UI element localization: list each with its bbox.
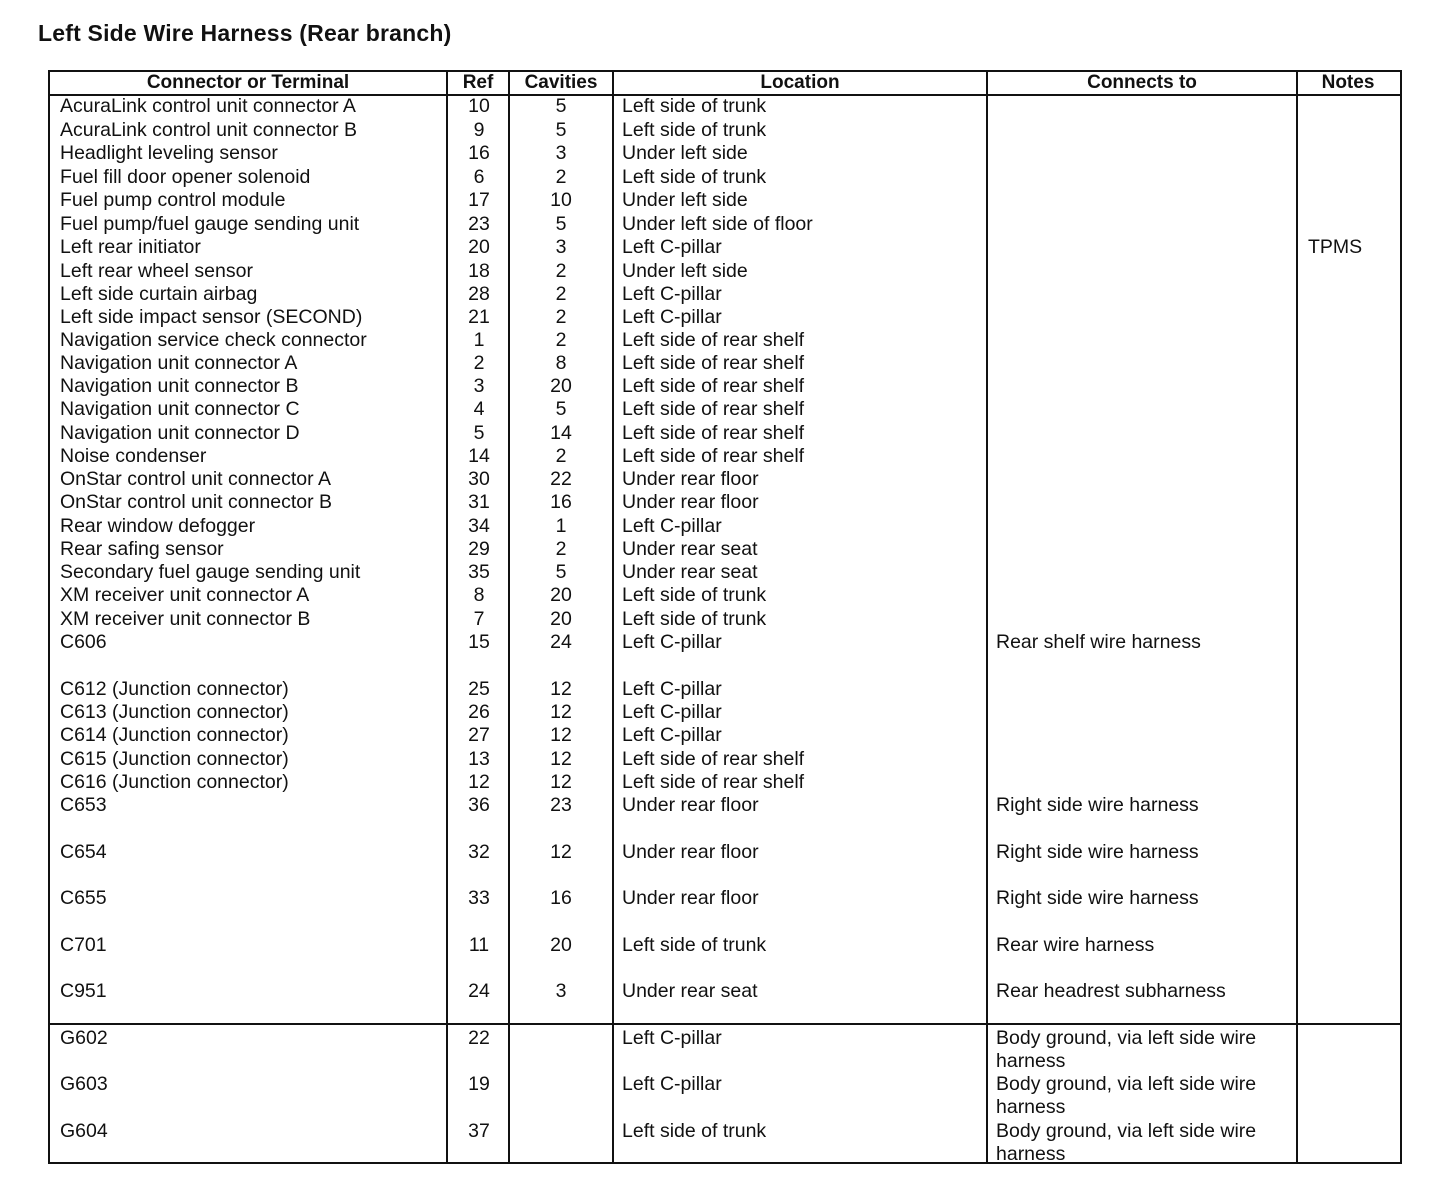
connector-name: XM receiver unit connector A: [60, 584, 310, 606]
ref-number: 26: [468, 701, 490, 723]
ref-number: 22: [468, 1027, 490, 1049]
location: Under rear floor: [622, 468, 759, 490]
connector-name: C653: [60, 794, 107, 816]
cavity-count: 20: [550, 934, 572, 956]
cavity-count: 24: [550, 631, 572, 653]
cavity-count: 12: [550, 841, 572, 863]
location: Left side of trunk: [622, 166, 767, 188]
cavity-count: 20: [550, 584, 572, 606]
ref-number: 16: [468, 142, 490, 164]
cavity-count: 22: [550, 468, 572, 490]
connector-name: Left side impact sensor (SECOND): [60, 306, 363, 328]
connector-name: Fuel pump control module: [60, 189, 286, 211]
ref-number: 28: [468, 283, 490, 305]
connector-name: OnStar control unit connector A: [60, 468, 331, 490]
cavity-count: 12: [550, 724, 572, 746]
location: Under left side of floor: [622, 213, 813, 235]
location: Left side of trunk: [622, 119, 767, 141]
connects-to: Body ground, via left side wire harness: [996, 1073, 1257, 1118]
connector-name: C951: [60, 980, 107, 1002]
ref-number: 7: [473, 608, 485, 630]
location: Left C-pillar: [622, 678, 722, 700]
connector-name: C701: [60, 934, 107, 956]
ref-number: 10: [468, 95, 490, 117]
connector-name: C615 (Junction connector): [60, 748, 289, 770]
connector-name: C606: [60, 631, 107, 653]
cavity-count: 3: [555, 236, 567, 258]
cavity-count: 3: [555, 142, 567, 164]
ref-number: 9: [473, 119, 485, 141]
connector-name: C613 (Junction connector): [60, 701, 289, 723]
connector-name: Left side curtain airbag: [60, 283, 258, 305]
ref-number: 37: [468, 1120, 490, 1142]
cavity-count: 2: [555, 283, 567, 305]
location: Under rear floor: [622, 794, 759, 816]
connector-name: Headlight leveling sensor: [60, 142, 278, 164]
ref-number: 11: [468, 934, 490, 956]
cavity-count: 5: [555, 213, 567, 235]
column-divider: [612, 72, 614, 1162]
connects-to: Body ground, via left side wire harness: [996, 1027, 1257, 1072]
connector-name: AcuraLink control unit connector B: [60, 119, 357, 141]
cavity-count: 2: [555, 306, 567, 328]
connector-name: G603: [60, 1073, 108, 1095]
connects-to: Right side wire harness: [996, 794, 1199, 816]
connects-to: Right side wire harness: [996, 841, 1199, 863]
location: Left C-pillar: [622, 701, 722, 723]
cavity-count: 23: [550, 794, 572, 816]
connector-name: Fuel fill door opener solenoid: [60, 166, 311, 188]
connector-name: C655: [60, 887, 107, 909]
connector-name: Navigation unit connector C: [60, 398, 300, 420]
ref-number: 24: [468, 980, 490, 1002]
connector-name: Noise condenser: [60, 445, 207, 467]
connector-name: Navigation unit connector D: [60, 422, 300, 444]
ref-number: 2: [473, 352, 485, 374]
ref-number: 5: [473, 422, 485, 444]
connector-name: G604: [60, 1120, 108, 1142]
header-cavities: Cavities: [524, 72, 598, 93]
location: Under rear seat: [622, 980, 758, 1002]
location: Left side of rear shelf: [622, 422, 805, 444]
cavity-count: 1: [555, 515, 567, 537]
header-connector: Connector or Terminal: [146, 72, 350, 93]
cavity-count: 2: [555, 329, 567, 351]
location: Left side of trunk: [622, 608, 767, 630]
location: Left side of rear shelf: [622, 771, 805, 793]
column-divider: [1296, 72, 1298, 1162]
ref-number: 14: [468, 445, 490, 467]
ref-number: 35: [468, 561, 490, 583]
location: Left side of rear shelf: [622, 748, 805, 770]
cavity-count: 12: [550, 678, 572, 700]
location: Left C-pillar: [622, 1027, 722, 1049]
connector-name: Navigation unit connector A: [60, 352, 298, 374]
ref-number: 30: [468, 468, 490, 490]
header-notes: Notes: [1321, 72, 1375, 93]
location: Left C-pillar: [622, 631, 722, 653]
location: Left side of trunk: [622, 934, 767, 956]
ref-number: 18: [468, 260, 490, 282]
ref-number: 19: [468, 1073, 490, 1095]
location: Under left side: [622, 189, 748, 211]
ground-section-divider: [50, 1023, 1400, 1025]
location: Under rear floor: [622, 491, 759, 513]
cavity-count: 12: [550, 701, 572, 723]
ref-number: 13: [468, 748, 490, 770]
connector-name: XM receiver unit connector B: [60, 608, 311, 630]
location: Under left side: [622, 142, 748, 164]
ref-number: 4: [473, 398, 485, 420]
connector-name: C654: [60, 841, 107, 863]
ref-number: 23: [468, 213, 490, 235]
cavity-count: 12: [550, 748, 572, 770]
page-title: Left Side Wire Harness (Rear branch): [38, 20, 452, 46]
ref-number: 25: [468, 678, 490, 700]
connector-name: C616 (Junction connector): [60, 771, 289, 793]
connector-name: C612 (Junction connector): [60, 678, 289, 700]
ref-number: 32: [468, 841, 490, 863]
ref-number: 17: [468, 189, 490, 211]
location: Left side of trunk: [622, 95, 767, 117]
header-location: Location: [760, 72, 840, 93]
location: Left side of trunk: [622, 584, 767, 606]
location: Under rear seat: [622, 561, 758, 583]
connector-name: Fuel pump/fuel gauge sending unit: [60, 213, 360, 235]
ref-number: 29: [468, 538, 490, 560]
ref-number: 3: [473, 375, 485, 397]
header-ref: Ref: [462, 72, 494, 93]
cavity-count: 5: [555, 398, 567, 420]
location: Left C-pillar: [622, 236, 722, 258]
cavity-count: 2: [555, 166, 567, 188]
cavity-count: 5: [555, 119, 567, 141]
cavity-count: 10: [550, 189, 572, 211]
connects-to: Rear shelf wire harness: [996, 631, 1201, 653]
connector-name: Left rear wheel sensor: [60, 260, 253, 282]
connector-name: AcuraLink control unit connector A: [60, 95, 356, 117]
location: Left C-pillar: [622, 515, 722, 537]
harness-table: [48, 70, 1402, 1164]
cavity-count: 2: [555, 260, 567, 282]
ref-number: 33: [468, 887, 490, 909]
connector-name: OnStar control unit connector B: [60, 491, 333, 513]
cavity-count: 12: [550, 771, 572, 793]
ref-number: 31: [468, 491, 490, 513]
ref-number: 12: [468, 771, 490, 793]
connector-name: Secondary fuel gauge sending unit: [60, 561, 361, 583]
location: Left side of trunk: [622, 1120, 767, 1142]
location: Left side of rear shelf: [622, 445, 805, 467]
connects-to: Rear wire harness: [996, 934, 1155, 956]
location: Left C-pillar: [622, 306, 722, 328]
location: Under left side: [622, 260, 748, 282]
location: Under rear floor: [622, 887, 759, 909]
ref-number: 27: [468, 724, 490, 746]
note: TPMS: [1308, 236, 1363, 258]
ref-number: 34: [468, 515, 490, 537]
cavity-count: 2: [555, 445, 567, 467]
connector-name: Navigation service check connector: [60, 329, 367, 351]
ref-number: 36: [468, 794, 490, 816]
header-connects-to: Connects to: [1087, 72, 1197, 93]
cavity-count: 14: [550, 422, 572, 444]
ref-number: 21: [468, 306, 490, 328]
location: Left C-pillar: [622, 283, 722, 305]
location: Left side of rear shelf: [622, 375, 805, 397]
location: Left side of rear shelf: [622, 352, 805, 374]
location: Under rear floor: [622, 841, 759, 863]
location: Left side of rear shelf: [622, 398, 805, 420]
location: Under rear seat: [622, 538, 758, 560]
cavity-count: 16: [550, 887, 572, 909]
cavity-count: 20: [550, 608, 572, 630]
connector-name: G602: [60, 1027, 108, 1049]
location: Left side of rear shelf: [622, 329, 805, 351]
column-divider: [986, 72, 988, 1162]
connects-to: Right side wire harness: [996, 887, 1199, 909]
cavity-count: 2: [555, 538, 567, 560]
connects-to: Body ground, via left side wire harness: [996, 1120, 1257, 1165]
cavity-count: 3: [555, 980, 567, 1002]
connector-name: Navigation unit connector B: [60, 375, 299, 397]
cavity-count: 20: [550, 375, 572, 397]
cavity-count: 5: [555, 95, 567, 117]
ref-number: 20: [468, 236, 490, 258]
location: Left C-pillar: [622, 1073, 722, 1095]
ref-number: 1: [473, 329, 485, 351]
location: Left C-pillar: [622, 724, 722, 746]
cavity-count: 5: [555, 561, 567, 583]
cavity-count: 16: [550, 491, 572, 513]
connector-name: C614 (Junction connector): [60, 724, 289, 746]
ref-number: 8: [473, 584, 485, 606]
ref-number: 6: [473, 166, 485, 188]
connects-to: Rear headrest subharness: [996, 980, 1226, 1002]
connector-name: Rear window defogger: [60, 515, 256, 537]
ref-number: 15: [468, 631, 490, 653]
connector-name: Left rear initiator: [60, 236, 201, 258]
connector-name: Rear safing sensor: [60, 538, 224, 560]
cavity-count: 8: [555, 352, 567, 374]
